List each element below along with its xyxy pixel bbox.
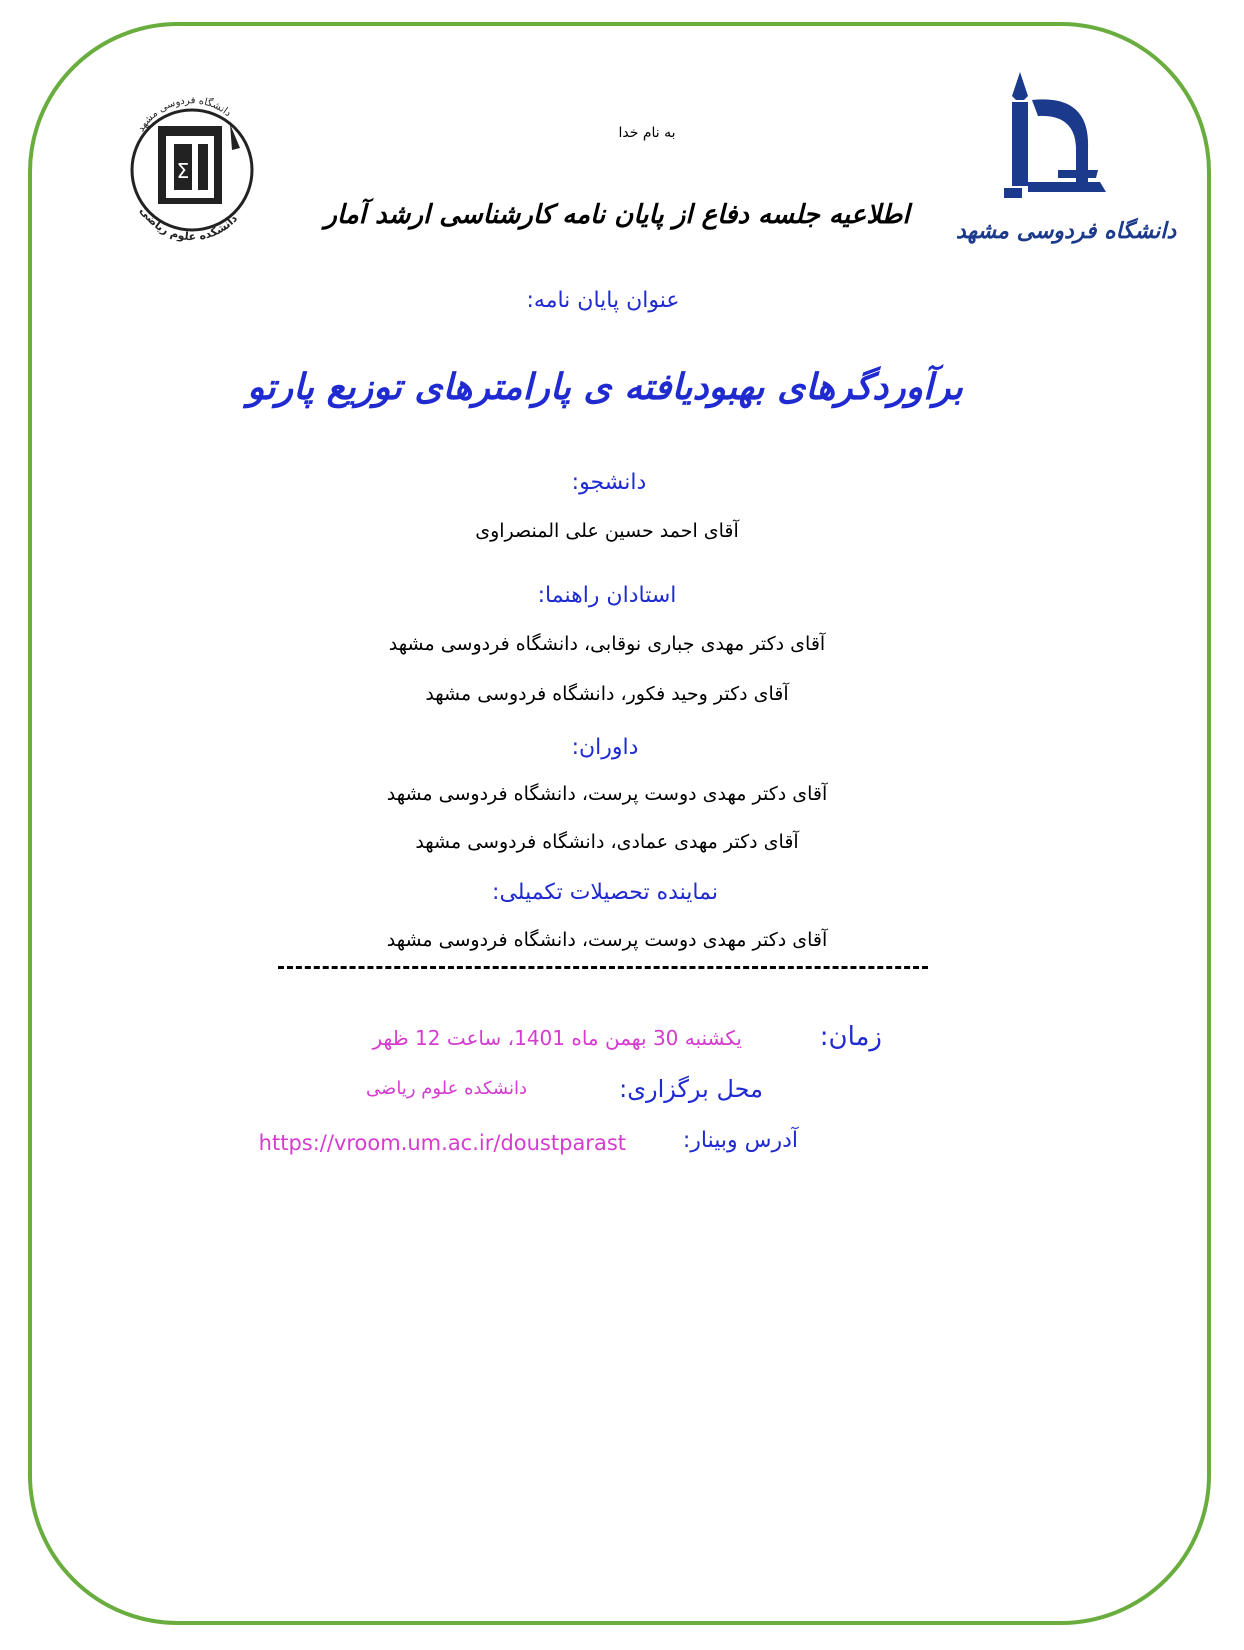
- thesis-title: برآوردگرهای بهبودیافته ی پارامترهای توزیع پارتو: [247, 366, 963, 408]
- svg-text:دانشکده علوم ریاضی: [137, 204, 240, 243]
- university-logo: [955, 70, 1177, 266]
- grad-rep-name: آقای دکتر مهدی دوست پرست، دانشگاه فردوسی مشهد: [386, 929, 828, 951]
- referee-item: آقای دکتر مهدی دوست پرست، دانشگاه فردوسی مشهد: [386, 783, 828, 805]
- grad-rep-label: نماینده تحصیلات تکمیلی:: [492, 880, 718, 905]
- bismillah-heading: به نام خدا: [618, 125, 676, 141]
- section-divider: [278, 966, 928, 969]
- supervisor-item: آقای دکتر مهدی جباری نوقابی، دانشگاه فردوسی مشهد: [388, 633, 826, 655]
- webinar-label: آدرس وبینار:: [682, 1128, 798, 1153]
- faculty-logo-faculty-text: دانشکده علوم ریاضی: [137, 204, 241, 244]
- thesis-title-label: عنوان پایان نامه:: [526, 288, 680, 313]
- time-label: زمان:: [819, 1022, 882, 1052]
- faculty-logo: [118, 78, 266, 268]
- supervisor-item: آقای دکتر وحید فکور، دانشگاه فردوسی مشهد: [425, 683, 789, 705]
- place-label: محل برگزاری:: [619, 1075, 763, 1103]
- student-label: دانشجو:: [571, 470, 647, 495]
- notice-title: اطلاعیه جلسه دفاع از پایان نامه کارشناسی ارشد آمار: [324, 200, 910, 230]
- webinar-link[interactable]: https://vroom.um.ac.ir/doustparast: [258, 1131, 626, 1155]
- place-value: دانشکده علوم ریاضی: [366, 1078, 527, 1099]
- faculty-logo-university-text: دانشگاه فردوسی مشهد: [135, 95, 234, 134]
- referee-item: آقای دکتر مهدی عمادی، دانشگاه فردوسی مشهد: [415, 831, 799, 853]
- supervisors-label: استادان راهنما:: [537, 583, 677, 608]
- time-value: یکشنبه 30 بهمن ماه 1401، ساعت 12 ظهر: [372, 1026, 742, 1050]
- referees-label: داوران:: [571, 735, 639, 760]
- university-logo-text: دانشگاه فردوسی مشهد: [955, 218, 1177, 244]
- svg-text:Σ: Σ: [176, 159, 190, 183]
- student-name: آقای احمد حسین علی المنصراوی: [475, 520, 739, 542]
